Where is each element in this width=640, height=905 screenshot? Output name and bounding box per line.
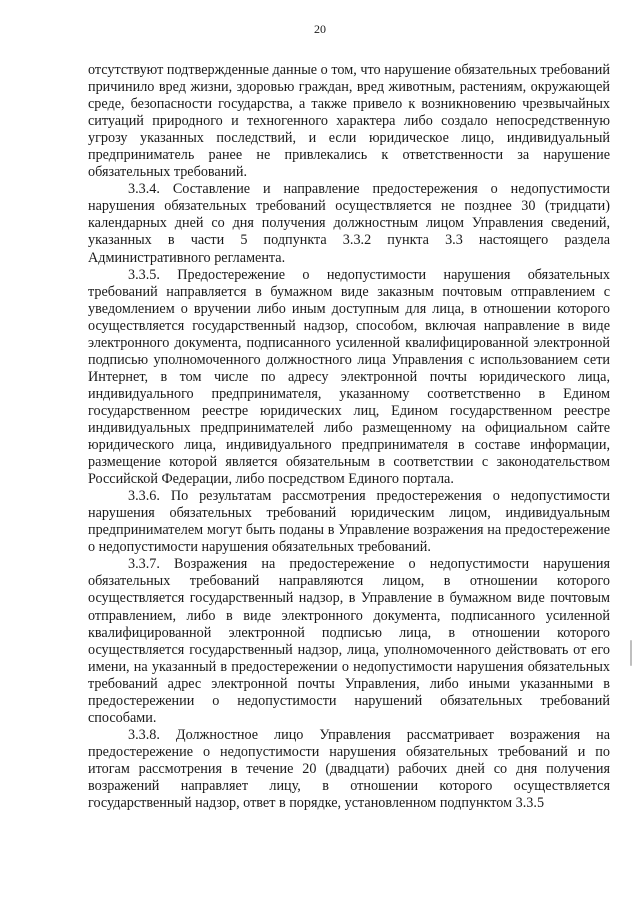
document-body [88, 62, 610, 812]
paragraph-continuation: отсутствуют подтвержденные данные о том, что нарушение обязательных требований причинило вред жизни, здоровью граждан, вред животным, растениям, окружающей среде, безопасности государства, а также привело к возникновению чрезвычайных ситуаций природного и техногенного характера либо создало непосредственную угрозу указанных последствий, и если юридическое лицо, индивидуальный предприниматель ранее не привлекались к ответственности за нарушение обязательных требований. [88, 62, 610, 181]
paragraph-3-3-6: 3.3.6. По результатам рассмотрения предостережения о недопустимости нарушения обязательных требований юридическим лицом, индивидуальным предпринимателем могут быть поданы в Управление возражения на предостережение о недопустимости нарушения обязательных требований. [88, 488, 610, 556]
paragraph-3-3-5: 3.3.5. Предостережение о недопустимости нарушения обязательных требований направляется в бумажном виде заказным почтовым отправлением с уведомлением о вручении либо иным доступным для лица, в отношении которого осуществляется государственный надзор, способом, включая направление в виде электронного документа, подписанного усиленной квалифицированной электронной подписью уполномоченного должностного лица Управления с использованием сети Интернет, в том числе по адресу электронной почты юридического лица, индивидуального предпринимателя, указанному соответственно в Едином государственном реестре юридических лиц, Едином государственном реестре индивидуальных предпринимателей либо размещенному на официальном сайте юридического лица, индивидуального предпринимателя в составе информации, размещение которой является обязательным в соответствии с законодательством Российской Федерации, либо посредством Единого портала. [88, 266, 610, 488]
paragraph-3-3-7: 3.3.7. Возражения на предостережение о недопустимости нарушения обязательных требований направляются лицом, в отношении которого осуществляется государственный надзор, в Управление в бумажном виде почтовым отправлением, либо в виде электронного документа, подписанного усиленной квалифицированной электронной подписью лица, в отношении которого осуществляется государственный надзор, лица, уполномоченного действовать от его имени, на указанный в предостережении о недопустимости нарушения обязательных требований адрес электронной почты Управления, либо иными указанными в предостережении о недопустимости нарушений обязательных требований способами. [88, 556, 610, 726]
paragraph-3-3-8: 3.3.8. Должностное лицо Управления рассматривает возражения на предостережение о недопустимости нарушения обязательных требований и по итогам рассмотрения в течение 20 (двадцати) рабочих дней со дня получения возражений направляет лицу, в отношении которого осуществляется государственный надзор, ответ в порядке, установленном подпунктом 3.3.5 [88, 726, 610, 812]
page-number: 20 [314, 22, 326, 36]
scan-artifact-mark [630, 640, 632, 666]
paragraph-3-3-4: 3.3.4. Составление и направление предостережения о недопустимости нарушения обязательных требований осуществляется не позднее 30 (тридцати) календарных дней со дня получения должностным лицом Управления сведений, указанных в части 5 подпункта 3.3.2 пункта 3.3 настоящего раздела Административного регламента. [88, 181, 610, 266]
